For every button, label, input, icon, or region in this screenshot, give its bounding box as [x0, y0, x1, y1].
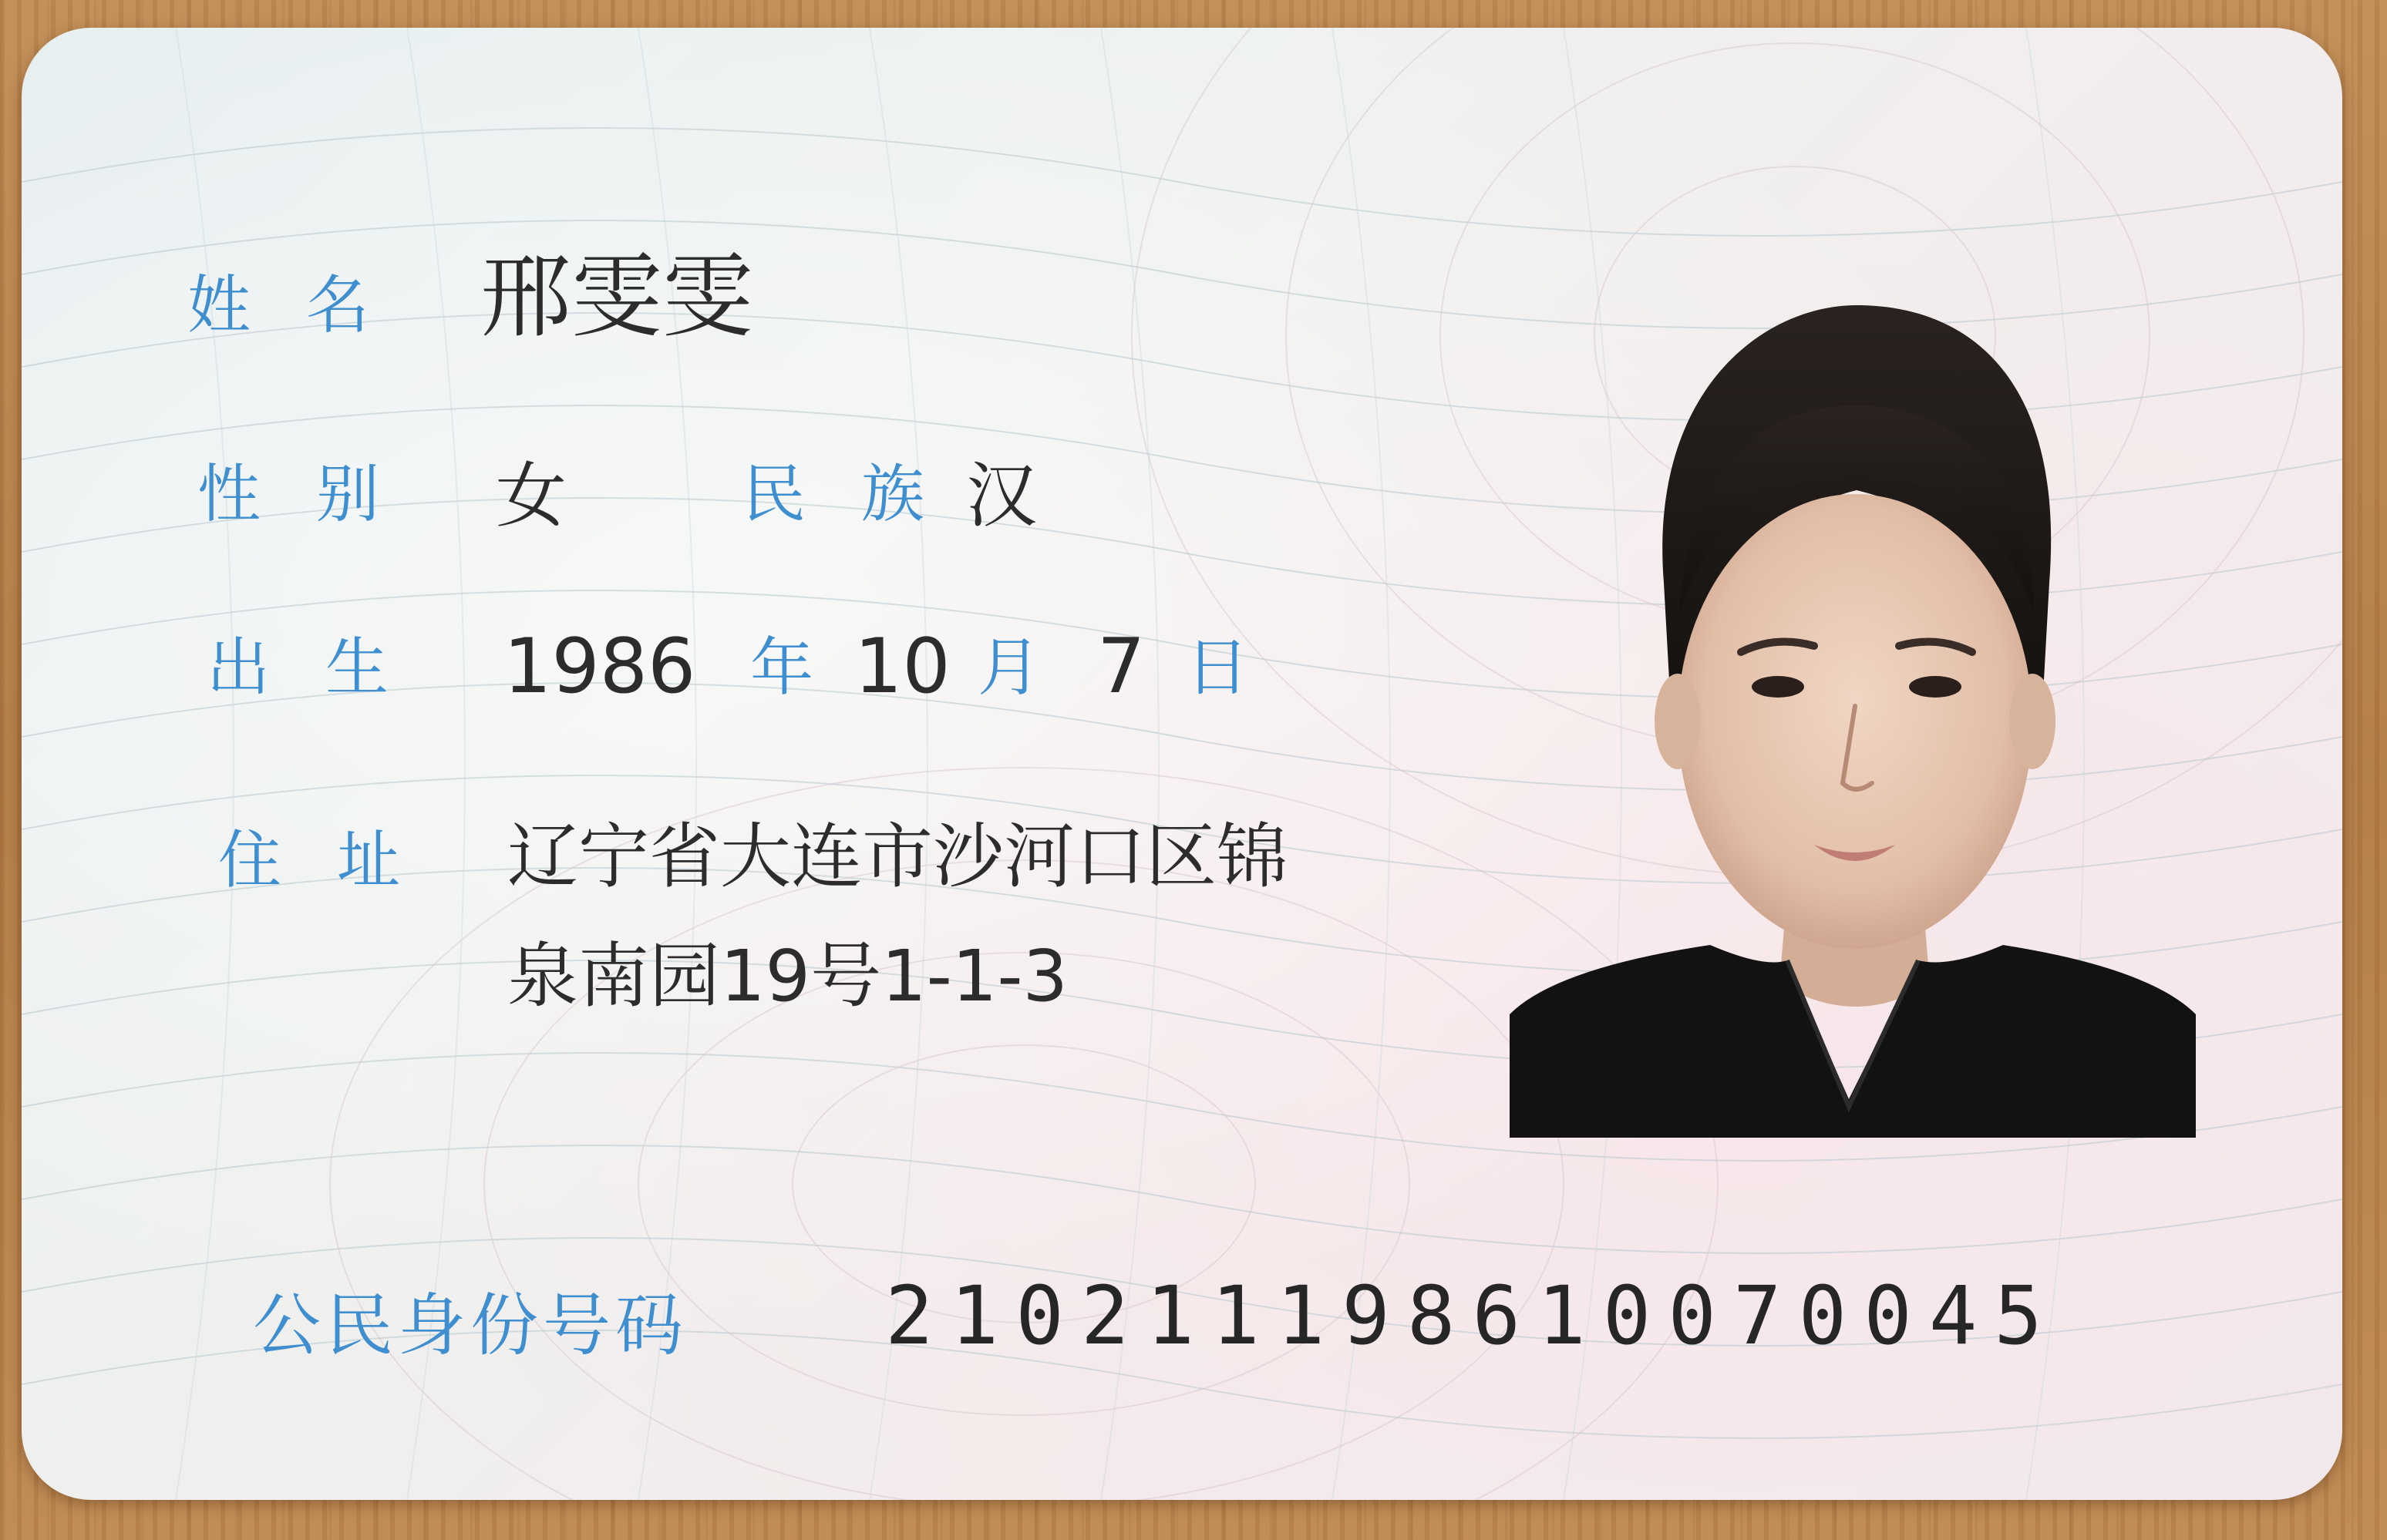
birth-day: 7	[1097, 623, 1146, 711]
sex-value: 女	[496, 455, 567, 537]
address-line-1: 辽宁省大连市沙河口区锦	[507, 815, 1288, 898]
ethnicity-label: 民族	[742, 458, 981, 531]
birth-month: 10	[854, 623, 951, 711]
address-line-2: 泉南园19号1-1-3	[507, 935, 1069, 1017]
birth-year: 1986	[503, 623, 696, 711]
sex-label: 性别	[197, 458, 436, 531]
ethnicity-value: 汉	[966, 455, 1038, 537]
year-label: 年	[750, 631, 814, 704]
day-label: 日	[1186, 631, 1250, 704]
birth-label: 出生	[207, 631, 445, 704]
name-label: 姓名	[187, 269, 426, 342]
id-card	[22, 28, 2342, 1500]
name-value: 邢雯雯	[480, 244, 754, 350]
id-number-label: 公民身份号码	[253, 1286, 688, 1365]
address-label: 住址	[218, 824, 456, 897]
month-label: 月	[978, 631, 1042, 704]
id-number-value: 210211198610070045	[885, 1269, 2060, 1363]
portrait-photo	[1510, 290, 2196, 1138]
